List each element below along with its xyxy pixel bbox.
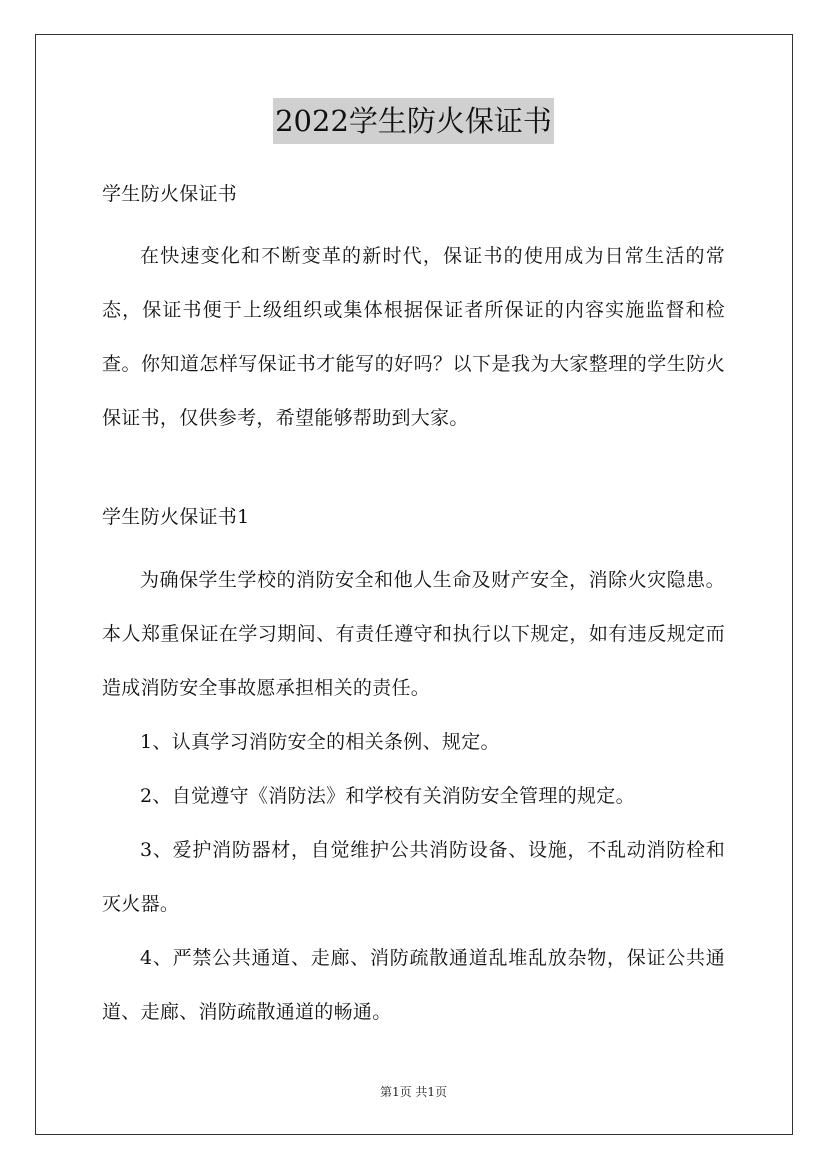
intro-paragraph: 在快速变化和不断变革的新时代，保证书的使用成为日常生活的常态，保证书便于上级组织或集体根据保证者所保证的内容实施监督和检查。你知道怎样写保证书才能写的好吗？以下是我为大家整理的学生防火保证书，仅供参考，希望能够帮助到大家。 [102,245,725,429]
spacer [102,445,725,499]
spacer [102,212,725,229]
list-item: 3、爱护消防器材，自觉维护公共消防设备、设施，不乱动消防栓和灭火器。 [102,839,725,915]
list-item: 2、自觉遵守《消防法》和学校有关消防安全管理的规定。 [140,785,635,807]
page-footer: 第1页 共1页 [379,1085,448,1099]
list-item: 1、认真学习消防安全的相关条例、规定。 [140,731,500,753]
title-container [0,98,827,144]
section1-heading: 学生防火保证书1 [102,506,250,528]
section1-paragraph: 为确保学生学校的消防安全和他人生命及财产安全，消除火灾隐患。本人郑重保证在学习期间、有责任遵守和执行以下规定，如有违反规定而造成消防安全事故愿承担相关的责任。 [102,569,725,699]
document-title: 2022学生防火保证书 [273,98,554,144]
document-body [102,176,725,1039]
spacer [102,535,725,553]
intro-heading: 学生防火保证书 [102,183,238,205]
list-item: 4、严禁公共通道、走廊、消防疏散通道乱堆乱放杂物，保证公共通道、走廊、消防疏散通道的畅通。 [102,947,725,1023]
